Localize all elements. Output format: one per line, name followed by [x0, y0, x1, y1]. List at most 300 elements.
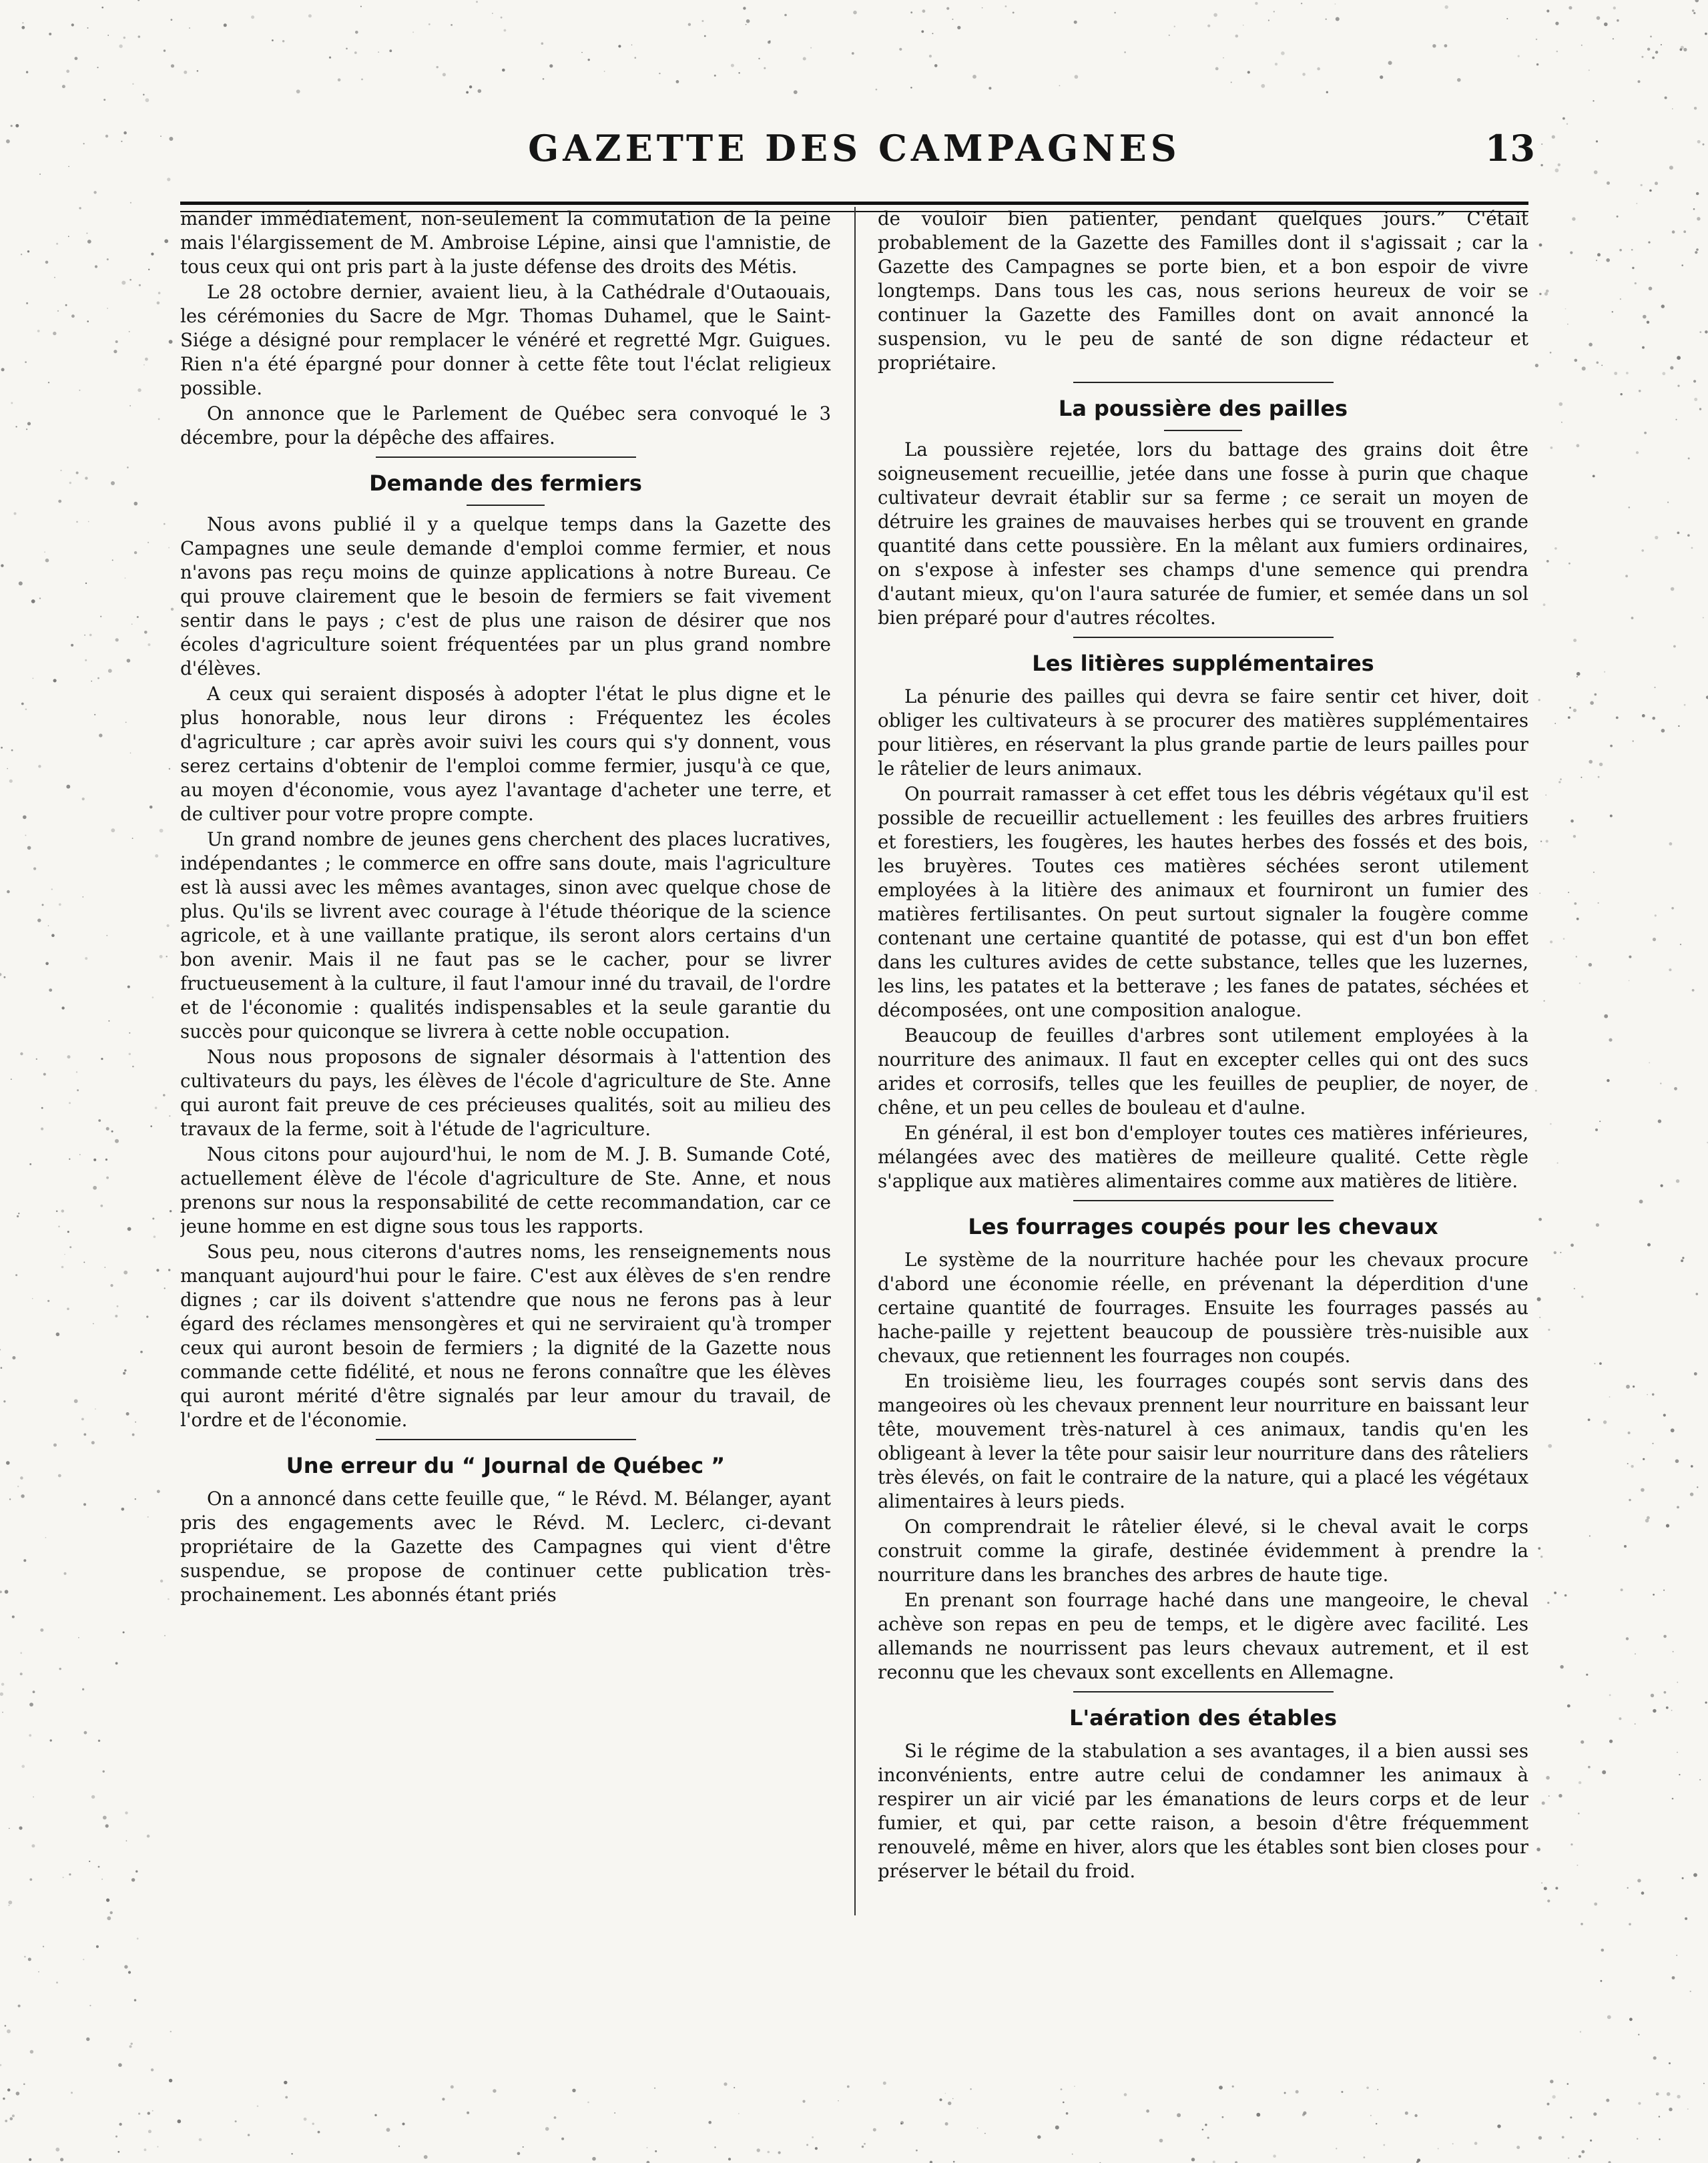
scan-speck — [1535, 1090, 1537, 1092]
scan-speck — [21, 1494, 24, 1498]
scan-speck — [41, 1127, 43, 1130]
scan-speck — [1275, 63, 1277, 65]
scan-speck — [1609, 1740, 1613, 1743]
masthead-title: GAZETTE DES CAMPAGNES — [528, 127, 1181, 170]
scan-speck — [79, 207, 81, 209]
scan-speck — [1619, 249, 1622, 252]
scan-speck — [1554, 1592, 1556, 1594]
scan-speck — [1579, 1781, 1581, 1784]
scan-speck — [802, 2100, 805, 2103]
scan-speck — [160, 955, 163, 958]
scan-speck — [1601, 1949, 1605, 1952]
scan-speck — [1205, 2124, 1207, 2126]
scan-speck — [45, 1537, 47, 1538]
scan-speck — [62, 85, 65, 88]
scan-speck — [945, 2122, 948, 2126]
scan-speck — [0, 1349, 1, 1350]
scan-speck — [127, 659, 131, 663]
scan-speck — [1, 368, 5, 371]
scan-speck — [61, 1006, 64, 1009]
scan-speck — [105, 135, 108, 137]
scan-speck — [1560, 778, 1562, 780]
scan-speck — [1, 747, 3, 749]
scan-speck — [64, 1572, 67, 1575]
scan-speck — [862, 2146, 864, 2148]
scan-speck — [1536, 63, 1538, 65]
scan-speck — [360, 6, 362, 7]
scan-speck — [26, 71, 28, 73]
scan-speck — [125, 577, 126, 579]
scan-speck — [25, 709, 27, 711]
scan-speck — [170, 2031, 172, 2032]
scan-speck — [1538, 1218, 1542, 1221]
scan-speck — [647, 2147, 648, 2148]
scan-speck — [132, 1434, 135, 1436]
scan-speck — [1207, 25, 1210, 27]
scan-speck — [5, 2120, 7, 2122]
scan-speck — [154, 1235, 156, 1238]
scan-speck — [88, 521, 89, 523]
scan-speck — [424, 2155, 428, 2159]
scan-speck — [31, 599, 35, 603]
scan-speck — [100, 616, 101, 617]
scan-speck — [85, 477, 87, 479]
scan-speck — [1620, 298, 1621, 300]
scan-speck — [150, 1125, 152, 1127]
scan-speck — [61, 1266, 64, 1269]
scan-speck — [164, 523, 166, 525]
scan-speck — [150, 806, 153, 809]
scan-speck — [1555, 22, 1558, 25]
scan-speck — [1578, 1813, 1580, 1815]
scan-speck — [1544, 1887, 1547, 1890]
scan-speck — [168, 1598, 170, 1600]
scan-speck — [1207, 2137, 1209, 2139]
scan-speck — [69, 1873, 71, 1875]
scan-speck — [1554, 547, 1557, 550]
scan-speck — [1677, 385, 1679, 387]
scan-speck — [138, 35, 141, 38]
scan-speck — [1617, 19, 1619, 22]
scan-speck — [1555, 1887, 1558, 1889]
scan-speck — [1663, 1590, 1665, 1591]
scan-speck — [67, 1307, 69, 1310]
scan-speck — [103, 1771, 105, 1773]
scan-speck — [164, 49, 166, 51]
scan-speck — [922, 9, 926, 13]
scan-speck — [1636, 451, 1639, 454]
scan-speck — [1589, 760, 1593, 764]
scan-speck — [50, 1739, 52, 1741]
scan-speck — [126, 1412, 129, 1416]
scan-speck — [1695, 0, 1699, 2]
scan-speck — [1603, 1420, 1607, 1424]
scan-speck — [1607, 2016, 1611, 2020]
scan-speck — [1540, 841, 1542, 842]
scan-speck — [119, 2123, 121, 2126]
scan-speck — [1177, 2113, 1181, 2117]
scan-speck — [1673, 1651, 1674, 1652]
scan-speck — [9, 1828, 10, 1829]
scan-speck — [1696, 1293, 1699, 1295]
scan-speck — [443, 73, 446, 76]
scan-speck — [7, 2088, 10, 2091]
scan-speck — [1539, 244, 1542, 247]
scan-speck — [1697, 1486, 1698, 1488]
scan-speck — [85, 659, 87, 661]
scan-speck — [1632, 267, 1634, 269]
scan-speck — [1560, 1252, 1562, 1253]
scan-speck — [51, 888, 53, 890]
scan-speck — [1013, 12, 1015, 14]
scan-speck — [1609, 1694, 1611, 1696]
scan-speck — [49, 988, 52, 992]
scan-speck — [769, 40, 771, 42]
scan-speck — [1639, 1200, 1643, 1204]
scan-speck — [20, 1652, 22, 1654]
scan-speck — [11, 1078, 12, 1080]
scan-speck — [1550, 1123, 1552, 1125]
scan-speck — [146, 98, 150, 102]
scan-speck — [1625, 575, 1628, 577]
scan-speck — [934, 64, 938, 67]
scan-speck — [1558, 1794, 1562, 1797]
scan-speck — [1672, 230, 1675, 234]
scan-speck — [199, 2138, 202, 2142]
scan-speck — [1683, 48, 1687, 51]
scan-speck — [1388, 61, 1392, 65]
scan-speck — [89, 1861, 90, 1862]
scan-speck — [1595, 693, 1597, 696]
scan-speck — [1215, 67, 1219, 71]
scan-speck — [312, 2123, 314, 2125]
scan-speck — [1597, 362, 1599, 364]
scan-speck — [806, 2144, 808, 2146]
scan-speck — [346, 48, 348, 50]
scan-speck — [1617, 216, 1619, 218]
scan-speck — [704, 35, 706, 37]
heading-separator — [467, 505, 545, 506]
scan-speck — [1650, 35, 1652, 37]
scan-speck — [95, 1408, 96, 1410]
scan-speck — [100, 1205, 103, 1207]
article-paragraph: En général, il est bon d'employer toutes ces matières inférieures, mélangées avec des matières de meilleure qualité. Cette règle s'applique aux matières alimentaires comme aux matières de litière. — [878, 1122, 1528, 1192]
scan-speck — [1370, 2115, 1372, 2116]
scan-speck — [4, 976, 6, 978]
scan-speck — [93, 191, 96, 194]
scan-speck — [1336, 2148, 1337, 2149]
scan-speck — [1548, 1444, 1552, 1448]
scan-speck — [1657, 2094, 1658, 2095]
scan-speck — [1665, 97, 1667, 99]
scan-speck — [93, 1323, 94, 1325]
scan-speck — [170, 1210, 172, 1212]
scan-speck — [467, 2112, 469, 2114]
scan-speck — [107, 35, 109, 36]
scan-speck — [900, 2121, 904, 2124]
scan-speck — [1567, 324, 1569, 325]
scan-speck — [1554, 1251, 1556, 1254]
scan-speck — [41, 1107, 43, 1109]
scan-speck — [118, 2063, 122, 2067]
scan-speck — [123, 1372, 125, 1375]
scan-speck — [982, 7, 983, 9]
scan-speck — [148, 269, 150, 270]
scan-speck — [58, 1474, 61, 1478]
scan-speck — [144, 364, 145, 366]
scan-speck — [1555, 168, 1559, 172]
scan-speck — [1538, 699, 1540, 701]
scan-speck — [1699, 408, 1701, 410]
scan-speck — [1691, 547, 1693, 549]
scan-speck — [45, 962, 49, 966]
scan-speck — [318, 2131, 320, 2134]
scan-speck — [1671, 587, 1675, 591]
scan-speck — [56, 1333, 60, 1337]
scan-speck — [921, 30, 924, 33]
scan-speck — [1546, 9, 1549, 12]
scan-speck — [0, 973, 1, 976]
scan-speck — [1273, 11, 1275, 12]
scan-speck — [103, 99, 105, 101]
scan-speck — [115, 340, 118, 343]
scan-speck — [1335, 3, 1336, 5]
scan-speck — [502, 69, 505, 72]
scan-speck — [37, 918, 41, 922]
scan-speck — [184, 71, 187, 74]
scan-speck — [127, 467, 129, 469]
scan-speck — [604, 71, 605, 72]
scan-speck — [55, 2148, 59, 2152]
scan-speck — [158, 418, 160, 420]
scan-speck — [135, 1422, 136, 1423]
scan-speck — [53, 1444, 57, 1447]
scan-speck — [1567, 2083, 1569, 2085]
scan-speck — [164, 239, 168, 243]
scan-speck — [147, 1835, 150, 1838]
scan-speck — [1543, 603, 1546, 606]
scan-speck — [1540, 1556, 1542, 1558]
scan-speck — [939, 2098, 942, 2101]
scan-speck — [1643, 1458, 1645, 1460]
scan-speck — [167, 924, 170, 927]
scan-speck — [8, 1905, 9, 1906]
scan-speck — [1604, 23, 1608, 27]
scan-speck — [98, 1740, 100, 1742]
scan-speck — [19, 581, 23, 585]
scan-speck — [84, 635, 85, 636]
scan-speck — [1256, 2113, 1260, 2117]
scan-speck — [1075, 75, 1079, 79]
scan-speck — [115, 1315, 117, 1317]
scan-speck — [1558, 164, 1560, 166]
scan-speck — [59, 1668, 61, 1670]
scan-speck — [69, 482, 71, 484]
scan-speck — [1684, 704, 1686, 706]
scan-speck — [97, 677, 99, 679]
scan-speck — [932, 33, 933, 34]
scan-speck — [17, 1215, 19, 1217]
right-column — [878, 207, 1528, 2076]
scan-speck — [1636, 203, 1637, 204]
scan-speck — [1376, 2123, 1377, 2124]
scan-speck — [79, 1154, 81, 1155]
scan-speck — [119, 45, 122, 48]
scan-speck — [1174, 26, 1175, 27]
left-intro-paragraph: mander immédiatement, non-seulement la commutation de la peine mais l'élargissement de M. Ambroise Lépine, ainsi que l'amnistie, de tous ceux qui ont pris part à la juste défense des droits des Métis. — [180, 208, 831, 278]
scan-speck — [1681, 1259, 1683, 1262]
scan-speck — [144, 631, 148, 634]
scan-speck — [1589, 1536, 1591, 1537]
left-column — [180, 207, 831, 2076]
scan-speck — [115, 2136, 117, 2138]
scan-speck — [659, 73, 660, 74]
scan-speck — [76, 1071, 77, 1072]
scan-speck — [71, 2092, 73, 2094]
scan-speck — [66, 69, 69, 73]
scan-speck — [1669, 968, 1671, 971]
article-paragraph: En troisième lieu, les fourrages coupés sont servis dans des mangeoires où les chevaux prennent leur nourriture en baissant leur tête, mouvement très-naturel à ces animaux, tandis qu'en les obligeant à lever la tête pour saisir leur nourriture dans des râteliers très élevés, on fait le contraire de la nature, qui a placé les végétaux alimentaires à leurs pieds. — [878, 1370, 1528, 1512]
scan-speck — [728, 2158, 731, 2160]
article-paragraph: Un grand nombre de jeunes gens cherchent des places lucratives, indépendantes ; le commerce en offre sans doute, mais l'agriculture est là aussi avec les mêmes avantages, sinon avec quelque chose de plus. Qu'ils se livrent avec courage à l'étude théorique de la science agricole, et à une vaillante pratique, ils seront alors certains d'un bon avenir. Mais il ne faut pas se le cacher, pour se livrer fructueusement à la culture, il faut l'amour inné du travail, de l'ordre et de l'économie : qualités indispensables et la seule garantie du succès pour quiconque se livrera à cette noble occupation. — [180, 828, 831, 1042]
scan-speck — [1631, 617, 1634, 619]
scan-speck — [1692, 9, 1695, 12]
scan-speck — [1, 1367, 3, 1369]
scan-speck — [33, 868, 36, 870]
scan-speck — [130, 202, 131, 204]
column-divider — [854, 207, 856, 1915]
scan-speck — [71, 314, 75, 318]
scan-speck — [29, 1734, 31, 1737]
scan-speck — [784, 14, 787, 17]
scan-speck — [85, 583, 87, 584]
scan-speck — [1681, 46, 1684, 49]
scan-speck — [1037, 2135, 1041, 2138]
scan-speck — [129, 2046, 132, 2048]
scan-speck — [588, 59, 590, 61]
scan-speck — [1567, 123, 1568, 125]
scan-speck — [26, 302, 28, 304]
scan-speck — [15, 1274, 17, 1276]
scan-speck — [152, 996, 154, 998]
scan-speck — [1641, 56, 1643, 58]
left-intro-paragraph: On annonce que le Parlement de Québec sera convoqué le 3 décembre, pour la dépêche des affaires. — [180, 402, 831, 448]
scan-speck — [1565, 308, 1567, 310]
scan-speck — [1661, 1185, 1663, 1187]
scan-speck — [29, 1703, 33, 1707]
scan-speck — [39, 597, 41, 599]
scan-speck — [1559, 402, 1563, 406]
scan-speck — [1626, 1385, 1630, 1389]
scan-speck — [1571, 1843, 1573, 1845]
scan-speck — [1146, 2110, 1149, 2113]
scan-speck — [171, 19, 173, 21]
scan-speck — [132, 838, 133, 839]
scan-speck — [1652, 1443, 1653, 1444]
scan-speck — [1694, 107, 1697, 109]
scan-speck — [169, 137, 173, 141]
scan-speck — [91, 681, 92, 682]
scan-speck — [1582, 366, 1586, 370]
scan-speck — [81, 1418, 84, 1421]
scan-speck — [87, 320, 89, 322]
scan-speck — [1546, 840, 1548, 842]
scan-speck — [953, 2161, 955, 2163]
scan-speck — [374, 2114, 376, 2116]
scan-speck — [64, 1254, 65, 1255]
scan-speck — [1562, 117, 1565, 120]
scan-speck — [1538, 2136, 1542, 2140]
scan-speck — [33, 1690, 35, 1693]
scan-speck — [476, 1, 478, 3]
scan-speck — [1593, 100, 1594, 101]
scan-speck — [655, 2150, 657, 2152]
scan-speck — [11, 125, 13, 127]
scan-speck — [157, 302, 160, 305]
scan-speck — [0, 1590, 2, 1593]
scan-speck — [815, 2147, 818, 2150]
scan-speck — [1581, 1923, 1583, 1925]
scan-speck — [1629, 956, 1631, 958]
scan-speck — [561, 2138, 564, 2140]
scan-speck — [83, 143, 85, 144]
scan-speck — [32, 1298, 33, 1299]
scan-speck — [110, 1911, 113, 1914]
scan-speck — [146, 1315, 148, 1317]
scan-speck — [1661, 729, 1665, 733]
scan-speck — [1569, 707, 1571, 709]
scan-speck — [501, 17, 503, 19]
scan-speck — [1516, 2146, 1520, 2149]
scan-speck — [1641, 184, 1643, 186]
scan-speck — [1635, 1653, 1636, 1654]
article-paragraph: Le système de la nourriture hachée pour les chevaux procure d'abord une économie réelle, en prévenant la déperdition d'une certaine quantité de fourrages. Ensuite les fourrages passés au hache-paille y rejettent beaucoup de poussière très-nuisible aux chevaux, que retiennent les fourrages non coupés. — [878, 1249, 1528, 1367]
scan-speck — [1301, 3, 1302, 4]
scan-speck — [984, 2133, 986, 2134]
scan-speck — [171, 64, 174, 67]
article-heading-litieres: Les litières supplémentaires — [1032, 651, 1374, 676]
scan-speck — [1550, 940, 1552, 943]
scan-speck — [95, 265, 97, 268]
scan-speck — [1705, 1702, 1707, 1704]
scan-speck — [164, 1287, 166, 1289]
newspaper-page — [180, 80, 1535, 2096]
scan-speck — [21, 254, 22, 255]
scan-speck — [115, 1662, 118, 1664]
scan-speck — [1629, 1499, 1631, 1501]
scan-speck — [110, 1284, 113, 1287]
scan-speck — [151, 2068, 154, 2071]
scan-speck — [132, 83, 133, 85]
scan-speck — [235, 2120, 237, 2122]
scan-speck — [166, 956, 168, 957]
section-separator — [1073, 637, 1334, 638]
scan-speck — [91, 1795, 95, 1799]
scan-speck — [708, 2121, 711, 2124]
scan-speck — [1593, 475, 1595, 478]
scan-speck — [94, 714, 95, 715]
scan-speck — [155, 854, 158, 858]
scan-speck — [1647, 1516, 1650, 1520]
scan-speck — [123, 37, 125, 39]
scan-speck — [1539, 893, 1540, 894]
scan-speck — [1539, 1317, 1540, 1318]
scan-speck — [1539, 293, 1541, 295]
scan-speck — [1672, 1798, 1674, 1800]
scan-speck — [152, 2110, 154, 2112]
scan-speck — [1268, 19, 1269, 21]
scan-speck — [1612, 311, 1613, 312]
